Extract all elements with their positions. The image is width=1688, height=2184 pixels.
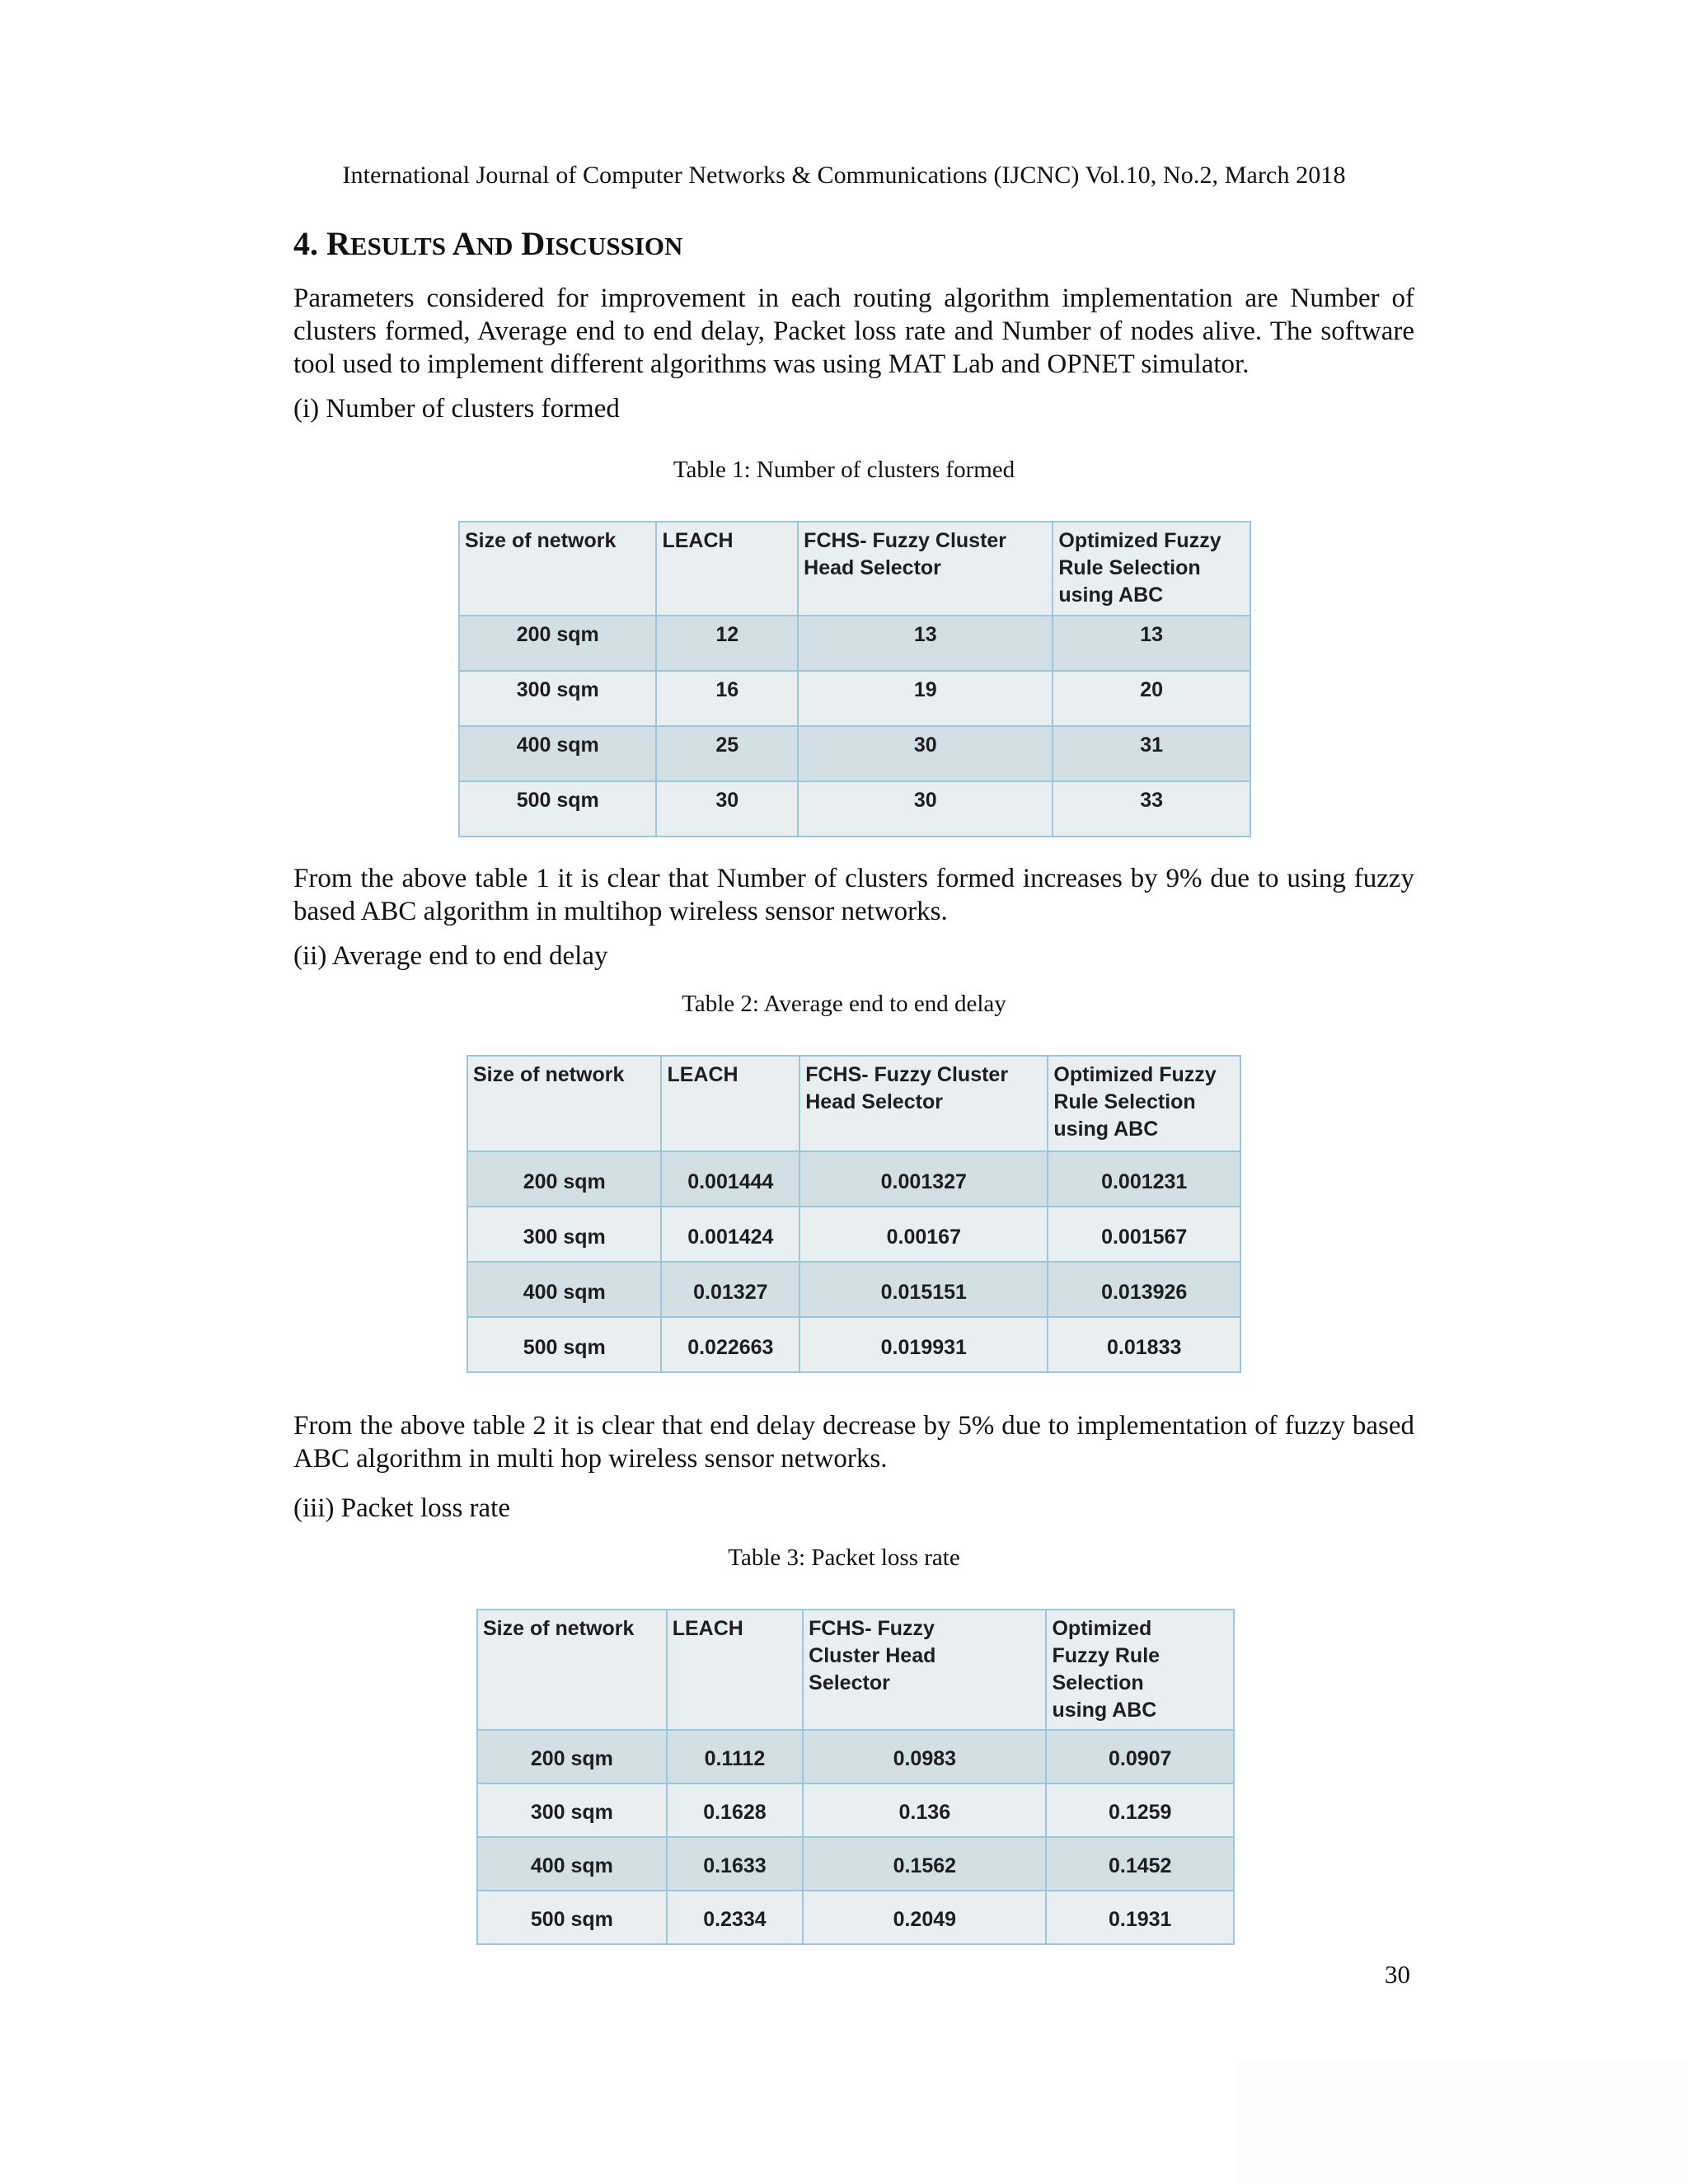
- cell: 200 sqm: [459, 616, 656, 671]
- subheading-clusters: (i) Number of clusters formed: [293, 394, 620, 424]
- cell: 0.00167: [799, 1207, 1048, 1262]
- header-cell: LEACH: [667, 1610, 803, 1730]
- header-cell: Size of network: [467, 1056, 661, 1151]
- cell: 20: [1053, 671, 1250, 726]
- cell: 300 sqm: [477, 1783, 667, 1837]
- table3: [476, 1609, 1235, 1945]
- cell: 12: [656, 616, 798, 671]
- table-row: [467, 1262, 1240, 1317]
- table-row: [477, 1783, 1234, 1837]
- table1-caption: Table 1: Number of clusters formed: [673, 457, 1015, 483]
- page-number: 30: [1385, 1960, 1410, 1989]
- cell: 400 sqm: [477, 1837, 667, 1891]
- cell: 19: [798, 671, 1053, 726]
- table-row: [467, 1207, 1240, 1262]
- header-cell: LEACH: [656, 522, 798, 616]
- cell: 30: [798, 781, 1053, 837]
- table-row: [459, 671, 1250, 726]
- cell: 0.0907: [1046, 1730, 1234, 1783]
- cell: 200 sqm: [477, 1730, 667, 1783]
- table1-discussion: From the above table 1 it is clear that Number of clusters formed increases by 9% due to using fuzzy based ABC algorithm in multihop wireless sensor networks.: [293, 864, 1414, 926]
- cell: 13: [1053, 616, 1250, 671]
- cell: 0.001231: [1048, 1151, 1240, 1207]
- table-row: [467, 1317, 1240, 1372]
- cell: 0.001567: [1048, 1207, 1240, 1262]
- table-row: [459, 781, 1250, 837]
- table2-discussion: From the above table 2 it is clear that end delay decrease by 5% due to implementation of fuzzy based ABC algorithm in multi hop wireless sensor networks.: [293, 1411, 1414, 1474]
- cell: 0.1112: [667, 1730, 803, 1783]
- cell: 200 sqm: [467, 1151, 661, 1207]
- cell: 300 sqm: [467, 1207, 661, 1262]
- header-cell: FCHS- Fuzzy Cluster Head Selector: [799, 1056, 1048, 1151]
- table3-caption: Table 3: Packet loss rate: [728, 1544, 960, 1571]
- header-cell: Optimized Fuzzy Rule Selection using ABC: [1046, 1610, 1234, 1730]
- header-cell: LEACH: [661, 1056, 799, 1151]
- cell: 0.022663: [661, 1317, 799, 1372]
- cell: 13: [798, 616, 1053, 671]
- cell: 0.01327: [661, 1262, 799, 1317]
- cell: 500 sqm: [467, 1317, 661, 1372]
- cell: 30: [656, 781, 798, 837]
- table2: [467, 1055, 1241, 1373]
- subheading-packet-loss: (iii) Packet loss rate: [293, 1493, 511, 1523]
- cell: 0.015151: [799, 1262, 1048, 1317]
- cell: 0.2049: [803, 1891, 1046, 1944]
- cell: 0.0983: [803, 1730, 1046, 1783]
- cell: 0.1633: [667, 1837, 803, 1891]
- header-cell: Optimized Fuzzy Rule Selection using ABC: [1048, 1056, 1240, 1151]
- cell: 400 sqm: [467, 1262, 661, 1317]
- table-row: [477, 1730, 1234, 1783]
- table-row: [477, 1837, 1234, 1891]
- cell: 0.1931: [1046, 1891, 1234, 1944]
- table1: [458, 521, 1251, 837]
- cell: 0.2334: [667, 1891, 803, 1944]
- cell: 0.1259: [1046, 1783, 1234, 1837]
- cell: 31: [1053, 726, 1250, 781]
- cell: 500 sqm: [459, 781, 656, 837]
- table-row: [477, 1891, 1234, 1944]
- running-header: International Journal of Computer Networks & Communications (IJCNC) Vol.10, No.2, March 2018: [342, 162, 1346, 189]
- cell: 33: [1053, 781, 1250, 837]
- cell: 16: [656, 671, 798, 726]
- cell: 0.1628: [667, 1783, 803, 1837]
- cell: 400 sqm: [459, 726, 656, 781]
- cell: 25: [656, 726, 798, 781]
- table-header-row: [477, 1610, 1234, 1730]
- cell: 30: [798, 726, 1053, 781]
- table-header-row: [459, 522, 1250, 616]
- cell: 300 sqm: [459, 671, 656, 726]
- cell: 0.01833: [1048, 1317, 1240, 1372]
- table-header-row: [467, 1056, 1240, 1151]
- header-cell: FCHS- Fuzzy Cluster Head Selector: [803, 1610, 1046, 1730]
- table2-caption: Table 2: Average end to end delay: [682, 991, 1006, 1017]
- subheading-delay: (ii) Average end to end delay: [293, 941, 608, 971]
- cell: 0.136: [803, 1783, 1046, 1837]
- section-heading: 4. RESULTS AND DISCUSSION: [293, 225, 683, 262]
- table-row: [459, 726, 1250, 781]
- cell: 0.001444: [661, 1151, 799, 1207]
- intro-paragraph: Parameters considered for improvement in each routing algorithm implementation are Number of clusters formed, Average end to end delay, Packet loss rate and Number of nodes alive. The software tool used to implement different algorithms was using MAT Lab and OPNET simulator.: [293, 284, 1414, 379]
- table-row: [459, 616, 1250, 671]
- cell: 0.001327: [799, 1151, 1048, 1207]
- cell: 0.1452: [1046, 1837, 1234, 1891]
- header-cell: Size of network: [477, 1610, 667, 1730]
- header-cell: Size of network: [459, 522, 656, 616]
- cell: 0.001424: [661, 1207, 799, 1262]
- cell: 0.1562: [803, 1837, 1046, 1891]
- header-cell: FCHS- Fuzzy Cluster Head Selector: [798, 522, 1053, 616]
- cell: 0.013926: [1048, 1262, 1240, 1317]
- header-cell: Optimized Fuzzy Rule Selection using ABC: [1053, 522, 1250, 616]
- cell: 500 sqm: [477, 1891, 667, 1944]
- table-row: [467, 1151, 1240, 1207]
- cell: 0.019931: [799, 1317, 1048, 1372]
